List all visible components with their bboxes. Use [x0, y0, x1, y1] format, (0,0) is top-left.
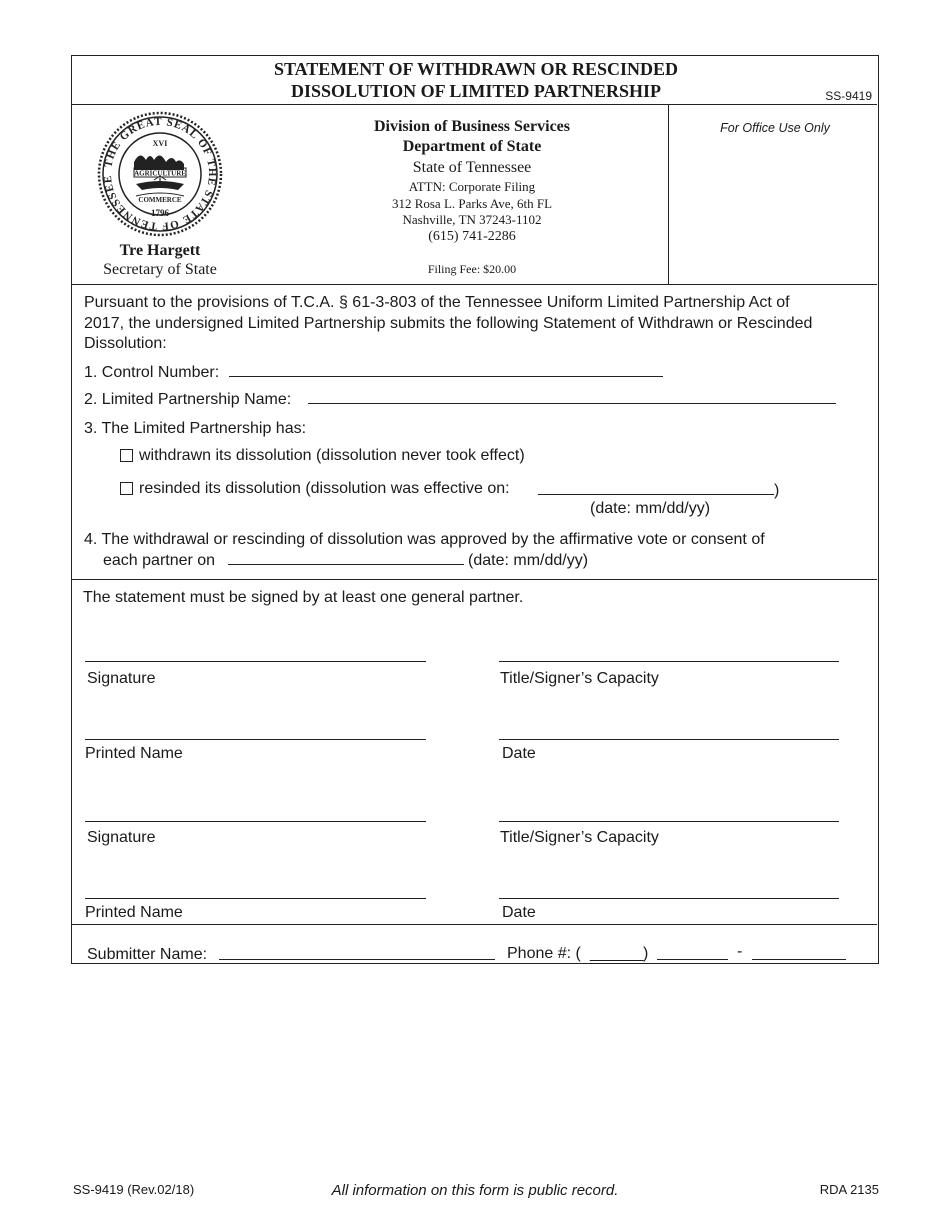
- intro-line1: Pursuant to the provisions of T.C.A. § 61-3-803 of the Tennessee Uniform Limited Partnership Act of: [84, 294, 790, 311]
- divider-items: [72, 579, 877, 580]
- phone-area-code-field[interactable]: ______: [590, 945, 644, 962]
- rescinded-close-paren: ): [774, 482, 780, 499]
- printed-name-2-label: Printed Name: [85, 904, 183, 921]
- date-2-label: Date: [502, 904, 536, 921]
- form-title-line2: DISSOLUTION OF LIMITED PARTNERSHIP: [291, 81, 661, 101]
- agency-street: 312 Rosa L. Parks Ave, 6th FL: [391, 196, 553, 211]
- withdrawn-option-label: withdrawn its dissolution (dissolution never took effect): [139, 447, 525, 464]
- date-1-field[interactable]: [499, 739, 839, 740]
- divider-office-use: [668, 104, 669, 284]
- signature-2-field[interactable]: [85, 821, 426, 822]
- seal-commerce: COMMERCE: [138, 196, 182, 204]
- seal-outer-text: THE GREAT SEAL OF THE STATE OF TENNESSEE: [101, 115, 219, 233]
- agency-phone: (615) 741-2286: [428, 229, 516, 244]
- control-number-label: 1. Control Number:: [84, 364, 220, 381]
- public-record-notice: All information on this form is public record.: [331, 1182, 619, 1199]
- lp-name-field[interactable]: [308, 403, 836, 404]
- agency-state: State of Tennessee: [412, 159, 532, 176]
- rda-number: RDA 2135: [819, 1182, 879, 1197]
- capacity-1-field[interactable]: [499, 661, 839, 662]
- signature-2-label: Signature: [87, 829, 156, 846]
- capacity-2-label: Title/Signer’s Capacity: [500, 829, 659, 846]
- approval-date-field[interactable]: [228, 564, 464, 565]
- phone-line-field[interactable]: [752, 959, 846, 960]
- printed-name-1-label: Printed Name: [85, 745, 183, 762]
- divider-signing: [72, 924, 877, 925]
- form-revision: SS-9419 (Rev.02/18): [73, 1182, 195, 1197]
- lp-has-label: 3. The Limited Partnership has:: [84, 420, 307, 437]
- submitter-name-field[interactable]: [219, 959, 495, 960]
- printed-name-1-field[interactable]: [85, 739, 426, 740]
- phone-dash: -: [737, 943, 743, 960]
- phone-label: Phone #: (: [507, 945, 581, 962]
- printed-name-2-field[interactable]: [85, 898, 426, 899]
- seal-agriculture: AGRICULTURE: [134, 169, 186, 178]
- office-use-label: For Office Use Only: [720, 121, 830, 135]
- form-frame: [71, 55, 879, 964]
- seal-year: 1796: [151, 208, 169, 218]
- seal-roman: XVI: [152, 139, 168, 148]
- filing-fee: Filing Fee: $20.00: [427, 262, 517, 276]
- rescinded-date-field[interactable]: [538, 494, 774, 495]
- signing-instruction: The statement must be signed by at least one general partner.: [83, 589, 524, 606]
- signature-1-label: Signature: [87, 670, 156, 687]
- capacity-1-label: Title/Signer’s Capacity: [500, 670, 659, 687]
- approval-line2: each partner on: [103, 552, 216, 569]
- date-2-field[interactable]: [499, 898, 839, 899]
- lp-name-label: 2. Limited Partnership Name:: [84, 391, 292, 408]
- phone-close-paren: ): [643, 945, 649, 962]
- agency-division: Division of Business Services: [373, 118, 570, 135]
- agency-department: Department of State: [402, 138, 542, 155]
- rescinded-date-hint: (date: mm/dd/yy): [590, 500, 711, 517]
- form-title-line1: STATEMENT OF WITHDRAWN OR RESCINDED: [273, 59, 679, 79]
- divider-header: [72, 284, 877, 285]
- rescinded-checkbox[interactable]: [120, 482, 133, 495]
- official-name: Tre Hargett: [119, 242, 201, 259]
- approval-line1: 4. The withdrawal or rescinding of dissolution was approved by the affirmative vote or consent of: [84, 531, 765, 548]
- form-number: SS-9419: [825, 89, 872, 103]
- withdrawn-checkbox[interactable]: [120, 449, 133, 462]
- agency-attn: ATTN: Corporate Filing: [408, 179, 536, 194]
- rescinded-option-label: resinded its dissolution (dissolution was effective on:: [139, 480, 510, 497]
- agency-city: Nashville, TN 37243-1102: [402, 212, 542, 227]
- phone-prefix-field[interactable]: [657, 959, 728, 960]
- capacity-2-field[interactable]: [499, 821, 839, 822]
- approval-date-hint: (date: mm/dd/yy): [468, 552, 589, 569]
- submitter-name-label: Submitter Name:: [87, 946, 208, 963]
- control-number-field[interactable]: [229, 376, 663, 377]
- date-1-label: Date: [502, 745, 536, 762]
- signature-1-field[interactable]: [85, 661, 426, 662]
- intro-line3: Dissolution:: [84, 335, 167, 352]
- state-seal-icon: [96, 110, 224, 238]
- official-title: Secretary of State: [103, 261, 217, 278]
- divider-title: [72, 104, 877, 105]
- intro-line2: 2017, the undersigned Limited Partnership submits the following Statement of Withdrawn or Rescinded: [84, 315, 813, 332]
